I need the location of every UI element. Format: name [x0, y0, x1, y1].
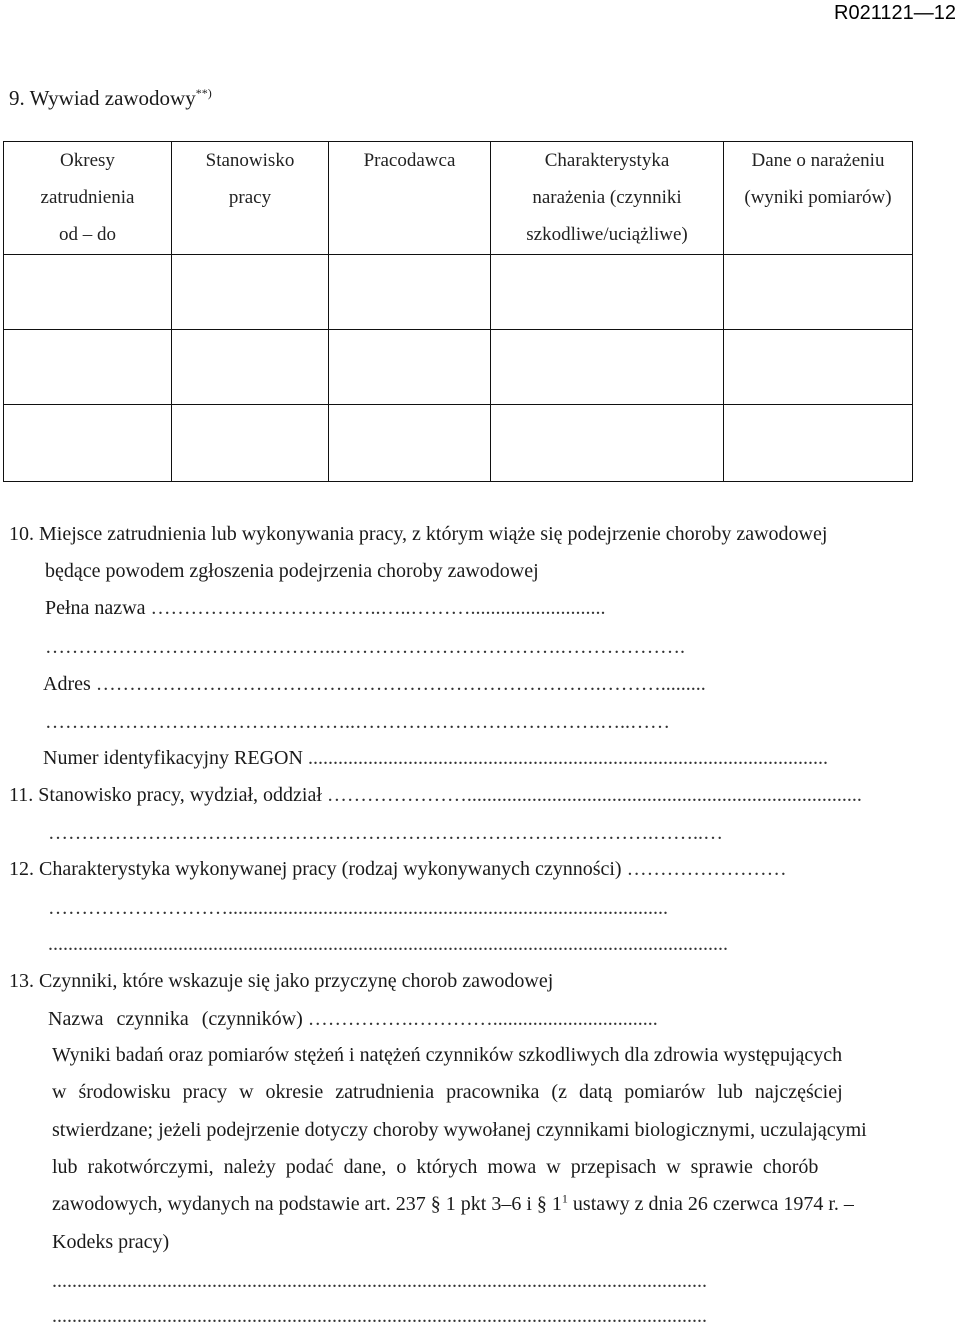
table-row: [4, 255, 913, 330]
header-periods-l1: Okresy: [60, 150, 115, 171]
factor-row: [48, 1007, 934, 1031]
full-name-field[interactable]: ……………………………..…..………...........................: [150, 597, 606, 619]
section-12-label: 12. Charakterystyka wykonywanej pracy (rodzaj wykonywanych czynności): [9, 858, 622, 880]
measurements-field[interactable]: ...................................................................................................................................: [52, 1270, 707, 1292]
table-cell[interactable]: [724, 255, 913, 330]
header-employer-l1: Pracodawca: [363, 150, 456, 171]
measurements-text-5a: zawodowych, wydanych na podstawie art. 237 § 1 pkt 3–6 i § 1: [52, 1193, 562, 1215]
header-periods-l3: od – do: [59, 224, 116, 245]
measurements-text-4: lub rakotwórczymi, należy podać dane, o których mowa w przepisach w sprawie chorób: [52, 1156, 819, 1178]
measurements-text-1: Wyniki badań oraz pomiarów stężeń i natężeń czynników szkodliwych dla zdrowia występujących: [52, 1044, 843, 1066]
table-cell[interactable]: [4, 330, 172, 405]
section-9-title: [9, 86, 212, 110]
header-employer: [329, 142, 491, 255]
header-exposure-l1: Charakterystyka: [544, 150, 670, 171]
regon-row: [43, 746, 933, 770]
position-field-cont[interactable]: ……………………………………………………………………………….……..…: [48, 822, 723, 844]
table-cell[interactable]: [329, 330, 491, 405]
section-9-title-text: 9. Wywiad zawodowy: [9, 86, 196, 110]
header-exposure-l2: narażenia (czynniki: [532, 187, 682, 208]
section-10-heading-cont: będące powodem zgłoszenia podejrzenia choroby zawodowej: [45, 560, 539, 582]
full-name-label: Pełna nazwa: [45, 597, 146, 619]
table-cell[interactable]: [172, 405, 329, 482]
position-field[interactable]: …………………...............................................................................: [326, 784, 862, 806]
table-cell[interactable]: [491, 330, 724, 405]
measurements-field-cont[interactable]: ...................................................................................................................................: [52, 1305, 707, 1327]
page-code: R021121—12: [834, 2, 956, 24]
table-cell[interactable]: [4, 255, 172, 330]
work-characteristics-field-cont2[interactable]: ........................................................................................................................................: [48, 933, 728, 955]
table-cell[interactable]: [724, 330, 913, 405]
header-position-l1: Stanowisko: [205, 150, 295, 171]
header-periods-l2: zatrudnienia: [40, 187, 135, 208]
full-name-row: [45, 596, 935, 620]
table-cell[interactable]: [491, 405, 724, 482]
table-cell[interactable]: [4, 405, 172, 482]
full-name-field-cont[interactable]: ……………………………………..…………………………….……………….: [45, 636, 685, 658]
address-row: [43, 672, 933, 696]
header-exposure-data: [724, 142, 913, 255]
table-cell[interactable]: [172, 330, 329, 405]
section-10-heading: 10. Miejsce zatrudnienia lub wykonywania pracy, z którym wiąże się podejrzenie choroby zawodowej: [9, 523, 828, 545]
regon-field[interactable]: ........................................................................................................: [307, 747, 828, 769]
section-11-row: [9, 783, 934, 807]
header-exposure-characteristics: [491, 142, 724, 255]
work-characteristics-field-cont[interactable]: ………………………........................................................................................: [48, 897, 668, 919]
measurements-text-5: [52, 1192, 934, 1216]
section-11-label: 11. Stanowisko pracy, wydział, oddział: [9, 784, 322, 806]
header-exposure-data-l2: (wyniki pomiarów): [744, 187, 892, 208]
measurements-text-6: Kodeks pracy): [52, 1231, 170, 1253]
address-field[interactable]: ………………………………………………………………….……….........: [95, 673, 706, 695]
table-cell[interactable]: [724, 405, 913, 482]
header-position-l2: pracy: [228, 187, 272, 208]
work-characteristics-field[interactable]: ……………………: [626, 858, 787, 880]
table-row: [4, 330, 913, 405]
table-row: [4, 405, 913, 482]
measurements-text-2: w środowisku pracy w okresie zatrudnienia pracownika (z datą pomiarów lub najczęściej: [52, 1081, 843, 1103]
header-position: [172, 142, 329, 255]
table-cell[interactable]: [172, 255, 329, 330]
measurements-text-5b: ustawy z dnia 26 czerwca 1974 r. –: [567, 1193, 854, 1215]
table-header-row: [4, 142, 913, 255]
section-12-row: [9, 857, 934, 881]
measurements-text-5-sup: 1: [561, 1192, 568, 1206]
address-field-cont[interactable]: ………………………………………..……………………………….…..……: [45, 711, 670, 733]
measurements-text-3: stwierdzane; jeżeli podejrzenie dotyczy choroby wywołanej czynnikami biologicznymi, uczulającymi: [52, 1119, 867, 1141]
employment-history-table: [3, 141, 913, 482]
table-cell[interactable]: [329, 255, 491, 330]
address-label: Adres: [43, 673, 91, 695]
factor-label: Nazwa czynnika (czynników): [48, 1008, 303, 1030]
header-exposure-l3: szkodliwe/uciążliwe): [526, 224, 688, 245]
table-cell[interactable]: [329, 405, 491, 482]
header-exposure-data-l1: Dane o narażeniu: [751, 150, 885, 171]
section-9-title-sup: **): [195, 86, 212, 100]
regon-label: Numer identyfikacyjny REGON: [43, 747, 303, 769]
table-cell[interactable]: [491, 255, 724, 330]
section-13-heading: 13. Czynniki, które wskazuje się jako przyczynę chorob zawodowej: [9, 970, 554, 992]
factor-field[interactable]: …………….………….................................: [307, 1008, 658, 1030]
header-periods: [4, 142, 172, 255]
